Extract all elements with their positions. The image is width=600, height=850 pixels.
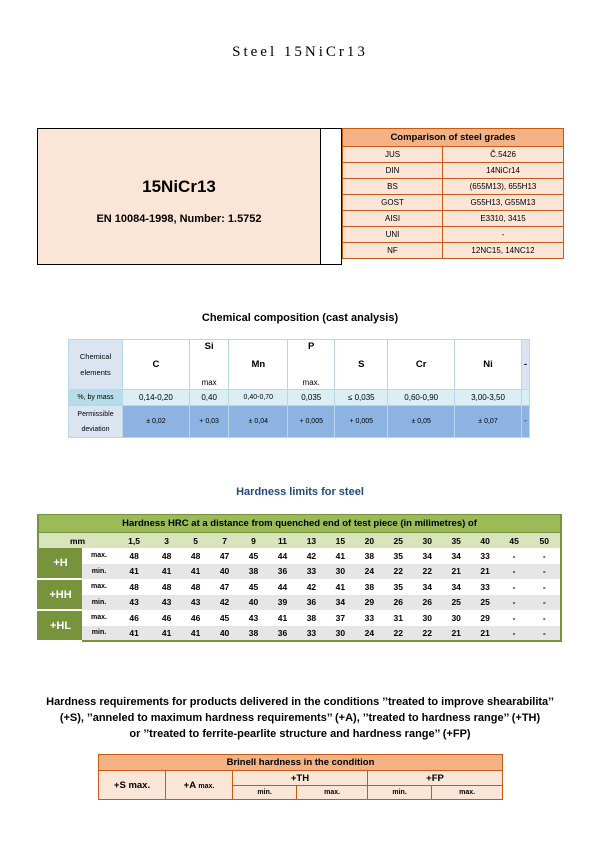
hardness-value: 45 [239,579,268,595]
hardness-limit-label: max. [82,610,116,626]
hardness-value: - [529,579,561,595]
distance-value: 30 [413,533,442,549]
hardness-value: 48 [181,548,210,564]
comparison-row [343,179,564,195]
hardness-caption: Hardness HRC at a distance from quenched end of test piece (in milimetres) of [38,515,561,533]
distance-value: 3 [152,533,181,549]
hardness-group-label: +HH [38,579,82,610]
mass-value: 3,00-3,50 [455,390,522,406]
distance-value: 5 [181,533,210,549]
distance-row [38,533,561,549]
hardness-value: 34 [413,579,442,595]
distance-value: 20 [355,533,384,549]
mass-value: 0,40-0,70 [229,390,288,406]
brinell-table [98,754,503,800]
hardness-value: - [500,610,529,626]
hardness-limit-label: max. [82,548,116,564]
element-cell [521,340,529,390]
grade-name: 15NiCr13 [142,177,216,196]
distance-value: 35 [442,533,471,549]
hardness-value: 33 [297,564,326,580]
comparison-value: G55H13, G55M13 [443,195,564,211]
requirements-line: Hardness requirements for products delivered in the conditions ’’treated to improve shearabilita’’ [46,696,554,708]
hardness-table [37,514,562,642]
hardness-group-label: +HL [38,610,82,641]
hardness-value: 40 [210,564,239,580]
element-symbol: - [523,359,528,370]
distance-value: 7 [210,533,239,549]
element-top: Si [204,340,214,352]
hardness-value: 35 [384,579,413,595]
hardness-value: 21 [442,626,471,642]
hardness-value: 22 [384,564,413,580]
element-symbol: S [358,359,365,370]
brinell-s-header [99,771,166,800]
hardness-value: - [529,548,561,564]
hardness-value: 41 [116,564,152,580]
hardness-row [38,626,561,642]
hardness-row [38,579,561,595]
deviation-label [69,406,123,438]
comparison-row [343,147,564,163]
mass-value: 0,14-0,20 [123,390,190,406]
deviation-label-line: deviation [81,425,110,433]
requirements-line: (+S), ’’anneled to maximum hardness requirements’’ (+A), ’’treated to hardness range’’ (+TH) [59,712,541,724]
hardness-value: 41 [326,548,355,564]
deviation-value: ± 0,05 [388,406,455,438]
brinell-a-header [166,771,233,800]
element-cell [189,340,229,390]
hardness-value: 48 [152,548,181,564]
distance-value: 45 [500,533,529,549]
deviation-value: ± 0,07 [455,406,522,438]
grade-box [37,128,321,265]
comparison-std: DIN [343,163,443,179]
hardness-value: 25 [442,595,471,611]
hardness-value: 35 [384,548,413,564]
hardness-value: 30 [413,610,442,626]
comparison-row [343,243,564,259]
element-top: P [308,340,315,352]
mm-label: mm [38,533,116,549]
hardness-row [38,564,561,580]
comparison-value: (655M13), 655H13 [443,179,564,195]
chemical-header-line: elements [80,367,111,377]
hardness-value: 48 [116,548,152,564]
hardness-value: 38 [239,626,268,642]
hardness-value: 46 [181,610,210,626]
hardness-value: 37 [326,610,355,626]
hardness-value: 38 [355,579,384,595]
hardness-value: 25 [471,595,500,611]
hardness-value: 33 [297,626,326,642]
comparison-std: BS [343,179,443,195]
comparison-row [343,227,564,243]
mass-value: 0,40 [189,390,229,406]
page-title: Steel 15NiCr13 [232,44,368,60]
hardness-limit-label: min. [82,564,116,580]
brinell-th-max: max. [297,786,368,800]
comparison-row [343,195,564,211]
brinell-th-header: +TH [233,771,368,786]
hardness-value: 40 [210,626,239,642]
hardness-value: 45 [239,548,268,564]
mass-value: 0,60-0,90 [388,390,455,406]
brinell-caption: Brinell hardness in the condition [99,755,503,771]
hardness-value: 34 [442,548,471,564]
hardness-value: 46 [116,610,152,626]
distance-value: 9 [239,533,268,549]
hardness-value: 33 [471,579,500,595]
hardness-value: 41 [116,626,152,642]
header-separator [321,128,342,265]
hardness-value: 48 [152,579,181,595]
hardness-value: - [529,595,561,611]
comparison-title: Comparison of steel grades [343,129,564,147]
mass-value: ≤ 0,035 [335,390,388,406]
hardness-value: 42 [210,595,239,611]
hardness-limit-label: min. [82,626,116,642]
requirements-line: or ’’treated to ferrite-pearlite structure and hardness range’’ (+FP) [129,728,471,740]
brinell-a-label: +A [183,779,196,791]
brinell-s-max: max. [128,779,151,791]
deviation-value: + 0,005 [288,406,335,438]
hardness-value: 24 [355,626,384,642]
hardness-value: 36 [297,595,326,611]
element-cell [388,340,455,390]
hardness-value: 45 [210,610,239,626]
hardness-value: 47 [210,548,239,564]
hardness-value: 30 [326,564,355,580]
chemical-elements-row [69,340,530,390]
hardness-value: 36 [268,626,297,642]
deviation-value: ± 0,04 [229,406,288,438]
hardness-value: 41 [152,626,181,642]
brinell-s-label: +S [113,779,126,791]
hardness-value: 44 [268,548,297,564]
hardness-value: 38 [239,564,268,580]
hardness-value: 33 [355,610,384,626]
hardness-value: 22 [413,626,442,642]
hardness-value: 41 [152,564,181,580]
hardness-row [38,548,561,564]
hardness-group-label: +H [38,548,82,579]
hardness-value: 38 [297,610,326,626]
element-cell [455,340,522,390]
comparison-value: - [443,227,564,243]
distance-value: 15 [326,533,355,549]
chemical-deviation-row [69,406,530,438]
deviation-label-line: Permissible [77,410,114,418]
element-note: max. [302,377,320,387]
comparison-value: E3310, 3415 [443,211,564,227]
brinell-fp-min: min. [367,786,431,800]
comparison-value: 12NC15, 14NC12 [443,243,564,259]
hardness-value: - [500,579,529,595]
distance-value: 13 [297,533,326,549]
hardness-value: 36 [268,564,297,580]
hardness-value: - [500,564,529,580]
hardness-value: 30 [326,626,355,642]
element-symbol: Ni [483,359,493,370]
hardness-value: - [529,626,561,642]
mass-value: 0,035 [288,390,335,406]
hardness-value: 39 [268,595,297,611]
element-note: max [201,377,217,387]
requirements-text [0,694,600,742]
hardness-value: 47 [210,579,239,595]
hardness-value: 21 [471,564,500,580]
hardness-value: - [529,610,561,626]
brinell-th-min: min. [233,786,297,800]
mass-value [521,390,529,406]
element-symbol: Cr [415,359,427,370]
hardness-value: 42 [297,548,326,564]
hardness-value: 21 [471,626,500,642]
hardness-value: 34 [413,548,442,564]
comparison-row [343,211,564,227]
deviation-value: ± 0,02 [123,406,190,438]
brinell-fp-max: max. [432,786,503,800]
chemical-title: Chemical composition (cast analysis) [201,312,399,324]
hardness-value: 41 [326,579,355,595]
element-symbol: C [152,359,160,370]
hardness-value: 33 [471,548,500,564]
distance-value: 40 [471,533,500,549]
deviation-value: - [521,406,529,438]
element-cell [123,340,190,390]
element-cell [229,340,288,390]
comparison-table [342,128,564,259]
hardness-value: 48 [181,579,210,595]
comparison-value: 14NiCr14 [443,163,564,179]
chemical-table [68,339,530,438]
comparison-row [343,163,564,179]
distance-value: 50 [529,533,561,549]
hardness-value: 29 [471,610,500,626]
hardness-value: 38 [355,548,384,564]
hardness-value: 31 [384,610,413,626]
hardness-value: 43 [239,610,268,626]
chemical-header-label [69,340,123,390]
deviation-value: + 0,03 [189,406,229,438]
hardness-value: - [500,626,529,642]
hardness-limit-label: min. [82,595,116,611]
hardness-value: 26 [384,595,413,611]
hardness-title: Hardness limits for steel [236,486,364,498]
hardness-value: 30 [442,610,471,626]
hardness-value: 29 [355,595,384,611]
hardness-value: 34 [442,579,471,595]
element-symbol: Mn [251,359,266,370]
hardness-value: 41 [268,610,297,626]
comparison-std: GOST [343,195,443,211]
distance-value: 11 [268,533,297,549]
hardness-value: 22 [413,564,442,580]
hardness-value: 48 [116,579,152,595]
hardness-value: 21 [442,564,471,580]
distance-value: 1,5 [116,533,152,549]
comparison-std: NF [343,243,443,259]
chemical-mass-row [69,390,530,406]
hardness-value: 22 [384,626,413,642]
hardness-value: 26 [413,595,442,611]
hardness-value: 41 [181,564,210,580]
hardness-value: - [500,595,529,611]
element-cell [288,340,335,390]
hardness-value: 43 [116,595,152,611]
deviation-value: + 0,005 [335,406,388,438]
hardness-value: 44 [268,579,297,595]
chemical-header-line: Chemical [79,351,112,361]
hardness-value: 40 [239,595,268,611]
hardness-value: 42 [297,579,326,595]
brinell-a-max: max. [198,782,215,790]
comparison-std: AISI [343,211,443,227]
comparison-std: JUS [343,147,443,163]
hardness-value: - [529,564,561,580]
hardness-row [38,595,561,611]
mass-label: %, by mass [69,390,123,406]
distance-value: 25 [384,533,413,549]
hardness-value: - [500,548,529,564]
grade-standard: EN 10084-1998, Number: 1.5752 [96,213,262,225]
hardness-value: 41 [181,626,210,642]
comparison-std: UNI [343,227,443,243]
comparison-value: Č.5426 [443,147,564,163]
hardness-limit-label: max. [82,579,116,595]
hardness-value: 24 [355,564,384,580]
hardness-value: 46 [152,610,181,626]
hardness-row [38,610,561,626]
element-cell [335,340,388,390]
brinell-fp-header: +FP [367,771,502,786]
hardness-value: 43 [152,595,181,611]
hardness-value: 34 [326,595,355,611]
hardness-value: 43 [181,595,210,611]
